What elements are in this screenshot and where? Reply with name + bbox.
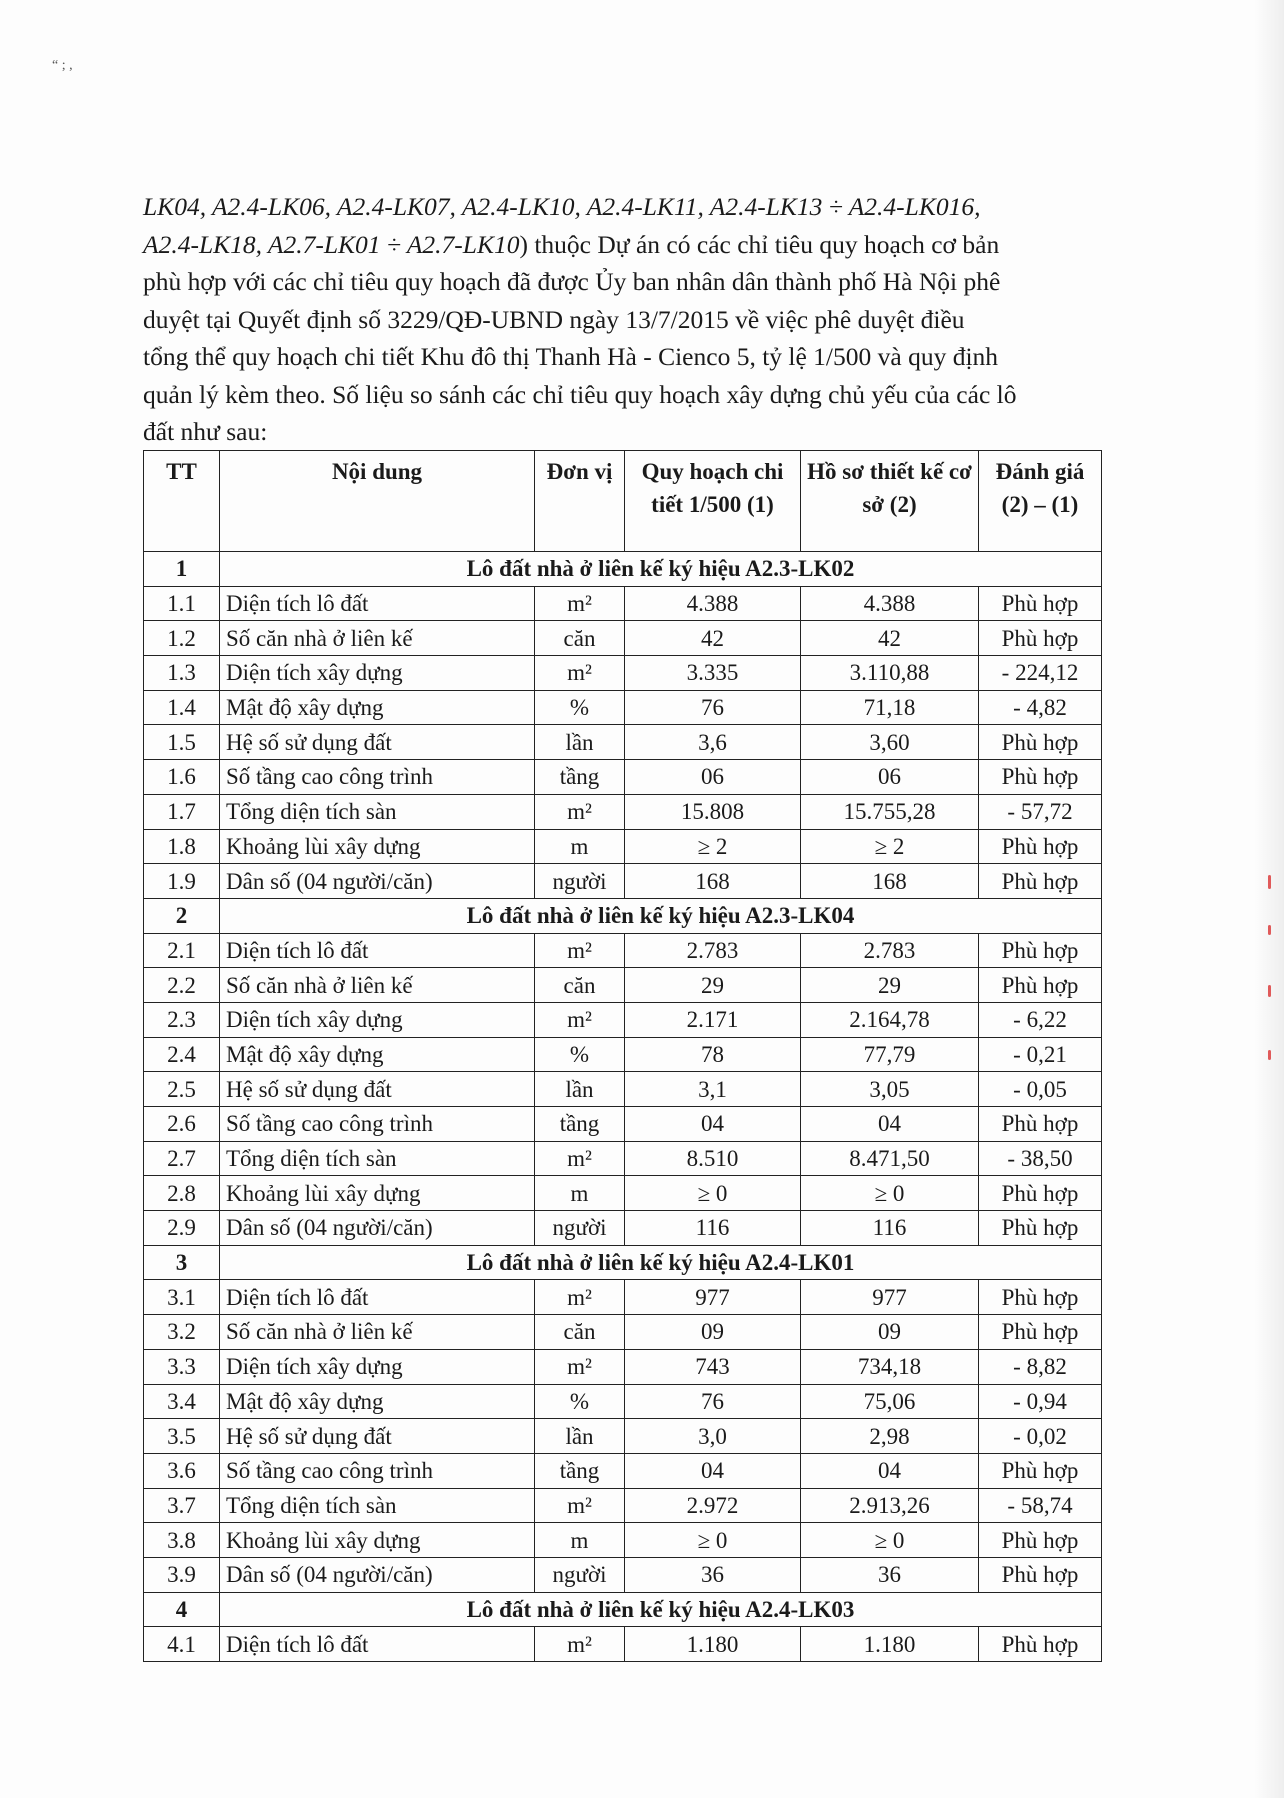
row-unit: % — [535, 690, 625, 725]
row-plan-value: 3.335 — [625, 656, 801, 691]
section-row — [144, 898, 1102, 933]
row-design-value: 09 — [801, 1315, 979, 1350]
row-evaluation: Phù hợp — [979, 586, 1102, 621]
row-evaluation: - 0,02 — [979, 1419, 1102, 1454]
table-row — [144, 690, 1102, 725]
row-number: 1.6 — [144, 760, 220, 795]
table-row — [144, 621, 1102, 656]
table-row — [144, 1488, 1102, 1523]
row-plan-value: ≥ 0 — [625, 1523, 801, 1558]
row-evaluation: Phù hợp — [979, 1107, 1102, 1142]
section-number: 1 — [144, 552, 220, 587]
row-number: 3.1 — [144, 1280, 220, 1315]
row-plan-value: 8.510 — [625, 1141, 801, 1176]
row-evaluation: Phù hợp — [979, 1280, 1102, 1315]
row-plan-value: 76 — [625, 1384, 801, 1419]
row-unit: người — [535, 864, 625, 899]
row-unit: m² — [535, 1002, 625, 1037]
paragraph-line-1 — [143, 188, 1103, 226]
row-unit: m² — [535, 1488, 625, 1523]
row-design-value: 2.783 — [801, 933, 979, 968]
row-plan-value: 3,6 — [625, 725, 801, 760]
row-content: Diện tích lô đất — [220, 1627, 535, 1662]
row-number: 2.2 — [144, 968, 220, 1003]
row-evaluation: Phù hợp — [979, 968, 1102, 1003]
row-plan-value: 2.171 — [625, 1002, 801, 1037]
margin-marks: “ ; , — [52, 58, 73, 73]
section-title: Lô đất nhà ở liên kế ký hiệu A2.3-LK02 — [220, 552, 1102, 587]
row-content: Diện tích xây dựng — [220, 656, 535, 691]
row-number: 1.8 — [144, 829, 220, 864]
row-plan-value: 743 — [625, 1349, 801, 1384]
row-unit: người — [535, 1211, 625, 1246]
row-evaluation: - 0,05 — [979, 1072, 1102, 1107]
row-number: 3.6 — [144, 1453, 220, 1488]
row-content: Khoảng lùi xây dựng — [220, 1176, 535, 1211]
table-row — [144, 760, 1102, 795]
table-row — [144, 1211, 1102, 1246]
row-evaluation: Phù hợp — [979, 1627, 1102, 1662]
row-unit: m — [535, 829, 625, 864]
row-content: Diện tích lô đất — [220, 1280, 535, 1315]
row-content: Hệ số sử dụng đất — [220, 1072, 535, 1107]
table-row — [144, 1557, 1102, 1592]
table-row — [144, 933, 1102, 968]
row-design-value: 8.471,50 — [801, 1141, 979, 1176]
row-number: 4.1 — [144, 1627, 220, 1662]
table-row — [144, 1384, 1102, 1419]
row-evaluation: - 0,21 — [979, 1037, 1102, 1072]
row-evaluation: Phù hợp — [979, 760, 1102, 795]
row-evaluation: - 4,82 — [979, 690, 1102, 725]
row-evaluation: Phù hợp — [979, 933, 1102, 968]
row-unit: lần — [535, 1419, 625, 1454]
row-number: 1.7 — [144, 794, 220, 829]
row-content: Hệ số sử dụng đất — [220, 725, 535, 760]
row-unit: m² — [535, 1141, 625, 1176]
table-row — [144, 586, 1102, 621]
row-content: Số căn nhà ở liên kế — [220, 968, 535, 1003]
lot-codes-italic: A2.4-LK18, A2.7-LK01 ÷ A2.7-LK10 — [143, 229, 520, 259]
row-evaluation: Phù hợp — [979, 725, 1102, 760]
row-number: 1.9 — [144, 864, 220, 899]
row-evaluation: - 58,74 — [979, 1488, 1102, 1523]
row-content: Số căn nhà ở liên kế — [220, 621, 535, 656]
row-evaluation: Phù hợp — [979, 1176, 1102, 1211]
row-content: Mật độ xây dựng — [220, 690, 535, 725]
row-number: 1.1 — [144, 586, 220, 621]
section-row — [144, 1592, 1102, 1627]
paragraph-line-3: phù hợp với các chỉ tiêu quy hoạch đã được Ủy ban nhân dân thành phố Hà Nội phê — [143, 267, 1001, 296]
row-number: 2.9 — [144, 1211, 220, 1246]
row-design-value: 734,18 — [801, 1349, 979, 1384]
header-evaluation: Đánh giá (2) – (1) — [979, 451, 1102, 552]
row-number: 3.8 — [144, 1523, 220, 1558]
table-row — [144, 725, 1102, 760]
row-evaluation: Phù hợp — [979, 1453, 1102, 1488]
row-number: 2.7 — [144, 1141, 220, 1176]
row-unit: căn — [535, 621, 625, 656]
row-evaluation: Phù hợp — [979, 864, 1102, 899]
table-header-row — [144, 451, 1102, 552]
row-number: 2.1 — [144, 933, 220, 968]
table-row — [144, 1176, 1102, 1211]
row-design-value: 4.388 — [801, 586, 979, 621]
row-unit: lần — [535, 1072, 625, 1107]
row-evaluation: Phù hợp — [979, 621, 1102, 656]
row-design-value: 77,79 — [801, 1037, 979, 1072]
row-evaluation: Phù hợp — [979, 1211, 1102, 1246]
row-design-value: 15.755,28 — [801, 794, 979, 829]
row-evaluation: Phù hợp — [979, 829, 1102, 864]
row-design-value: 3,05 — [801, 1072, 979, 1107]
row-design-value: 977 — [801, 1280, 979, 1315]
row-plan-value: 29 — [625, 968, 801, 1003]
header-unit: Đơn vị — [535, 451, 625, 552]
row-design-value: 36 — [801, 1557, 979, 1592]
table-row — [144, 1419, 1102, 1454]
row-design-value: 3.110,88 — [801, 656, 979, 691]
row-content: Dân số (04 người/căn) — [220, 1557, 535, 1592]
comparison-table — [143, 450, 1102, 1662]
row-content: Mật độ xây dựng — [220, 1037, 535, 1072]
row-unit: m² — [535, 1627, 625, 1662]
row-content: Khoảng lùi xây dựng — [220, 829, 535, 864]
row-evaluation: - 8,82 — [979, 1349, 1102, 1384]
table-row — [144, 864, 1102, 899]
row-unit: m² — [535, 586, 625, 621]
row-content: Diện tích lô đất — [220, 586, 535, 621]
row-content: Số tầng cao công trình — [220, 760, 535, 795]
row-content: Tổng diện tích sàn — [220, 794, 535, 829]
row-unit: % — [535, 1037, 625, 1072]
table-row — [144, 1002, 1102, 1037]
row-plan-value: 977 — [625, 1280, 801, 1315]
row-design-value: 75,06 — [801, 1384, 979, 1419]
row-content: Mật độ xây dựng — [220, 1384, 535, 1419]
margin-red-mark — [1268, 985, 1271, 997]
table-row — [144, 829, 1102, 864]
row-number: 1.3 — [144, 656, 220, 691]
row-unit: m² — [535, 656, 625, 691]
row-unit: m² — [535, 1349, 625, 1384]
row-number: 2.8 — [144, 1176, 220, 1211]
row-number: 3.5 — [144, 1419, 220, 1454]
row-evaluation: Phù hợp — [979, 1523, 1102, 1558]
table-row — [144, 1072, 1102, 1107]
row-content: Dân số (04 người/căn) — [220, 1211, 535, 1246]
row-plan-value: 78 — [625, 1037, 801, 1072]
row-number: 3.3 — [144, 1349, 220, 1384]
row-unit: căn — [535, 968, 625, 1003]
row-plan-value: 2.972 — [625, 1488, 801, 1523]
section-number: 2 — [144, 898, 220, 933]
table-body — [144, 552, 1102, 1662]
section-number: 3 — [144, 1245, 220, 1280]
table-row — [144, 1107, 1102, 1142]
row-plan-value: 116 — [625, 1211, 801, 1246]
row-content: Số căn nhà ở liên kế — [220, 1315, 535, 1350]
row-unit: căn — [535, 1315, 625, 1350]
row-unit: tầng — [535, 760, 625, 795]
row-design-value: 2.164,78 — [801, 1002, 979, 1037]
row-design-value: 06 — [801, 760, 979, 795]
row-content: Số tầng cao công trình — [220, 1107, 535, 1142]
header-content: Nội dung — [220, 451, 535, 552]
paragraph-text: ) thuộc Dự án có các chỉ tiêu quy hoạch cơ bản — [519, 229, 1000, 259]
header-detailed-plan: Quy hoạch chi tiết 1/500 (1) — [625, 451, 801, 552]
table-row — [144, 1141, 1102, 1176]
row-evaluation: - 224,12 — [979, 656, 1102, 691]
row-design-value: ≥ 0 — [801, 1523, 979, 1558]
row-design-value: 168 — [801, 864, 979, 899]
row-content: Dân số (04 người/căn) — [220, 864, 535, 899]
row-plan-value: 2.783 — [625, 933, 801, 968]
paragraph-line-7: đất như sau: — [143, 417, 268, 446]
row-plan-value: 09 — [625, 1315, 801, 1350]
row-plan-value: 3,0 — [625, 1419, 801, 1454]
margin-red-mark — [1268, 925, 1271, 935]
section-title: Lô đất nhà ở liên kế ký hiệu A2.3-LK04 — [220, 898, 1102, 933]
row-plan-value: 15.808 — [625, 794, 801, 829]
row-number: 2.6 — [144, 1107, 220, 1142]
row-evaluation: - 0,94 — [979, 1384, 1102, 1419]
row-unit: % — [535, 1384, 625, 1419]
row-plan-value: 06 — [625, 760, 801, 795]
row-number: 1.2 — [144, 621, 220, 656]
row-plan-value: 168 — [625, 864, 801, 899]
row-design-value: ≥ 0 — [801, 1176, 979, 1211]
row-content: Số tầng cao công trình — [220, 1453, 535, 1488]
header-design-dossier: Hồ sơ thiết kế cơ sở (2) — [801, 451, 979, 552]
row-evaluation: Phù hợp — [979, 1315, 1102, 1350]
row-design-value: 1.180 — [801, 1627, 979, 1662]
section-row — [144, 1245, 1102, 1280]
row-design-value: ≥ 2 — [801, 829, 979, 864]
row-design-value: 2,98 — [801, 1419, 979, 1454]
row-unit: tầng — [535, 1453, 625, 1488]
row-plan-value: 76 — [625, 690, 801, 725]
paragraph-line-6: quản lý kèm theo. Số liệu so sánh các chỉ tiêu quy hoạch xây dựng chủ yếu của các lô — [143, 379, 1017, 409]
paragraph-line-2 — [143, 226, 1103, 264]
section-row — [144, 552, 1102, 587]
row-evaluation: - 6,22 — [979, 1002, 1102, 1037]
header-tt: TT — [144, 451, 220, 552]
section-title: Lô đất nhà ở liên kế ký hiệu A2.4-LK03 — [220, 1592, 1102, 1627]
row-unit: lần — [535, 725, 625, 760]
row-design-value: 2.913,26 — [801, 1488, 979, 1523]
row-number: 2.4 — [144, 1037, 220, 1072]
row-plan-value: 42 — [625, 621, 801, 656]
table-row — [144, 1315, 1102, 1350]
table-row — [144, 1627, 1102, 1662]
row-design-value: 42 — [801, 621, 979, 656]
lot-codes-italic: LK04, A2.4-LK06, A2.4-LK07, A2.4-LK10, A2.4-LK11, A2.4-LK13 ÷ A2.4-LK016, — [143, 192, 981, 221]
body-paragraph — [143, 188, 1103, 451]
row-plan-value: ≥ 2 — [625, 829, 801, 864]
row-unit: m — [535, 1523, 625, 1558]
row-unit: m² — [535, 794, 625, 829]
row-plan-value: 36 — [625, 1557, 801, 1592]
section-title: Lô đất nhà ở liên kế ký hiệu A2.4-LK01 — [220, 1245, 1102, 1280]
table-row — [144, 1280, 1102, 1315]
table-row — [144, 1037, 1102, 1072]
row-number: 3.9 — [144, 1557, 220, 1592]
row-number: 3.4 — [144, 1384, 220, 1419]
row-number: 3.2 — [144, 1315, 220, 1350]
row-plan-value: ≥ 0 — [625, 1176, 801, 1211]
row-plan-value: 04 — [625, 1107, 801, 1142]
row-design-value: 04 — [801, 1107, 979, 1142]
page-edge-shadow — [1254, 0, 1284, 1798]
table-row — [144, 1523, 1102, 1558]
paragraph-line-4: duyệt tại Quyết định số 3229/QĐ-UBND ngày 13/7/2015 về việc phê duyệt điều — [143, 304, 965, 334]
row-unit: m² — [535, 1280, 625, 1315]
table-row — [144, 656, 1102, 691]
row-plan-value: 04 — [625, 1453, 801, 1488]
row-unit: người — [535, 1557, 625, 1592]
row-number: 1.5 — [144, 725, 220, 760]
row-design-value: 71,18 — [801, 690, 979, 725]
paragraph-line-5: tổng thể quy hoạch chi tiết Khu đô thị Thanh Hà - Cienco 5, tỷ lệ 1/500 và quy định — [143, 342, 999, 371]
row-number: 2.5 — [144, 1072, 220, 1107]
row-number: 3.7 — [144, 1488, 220, 1523]
row-design-value: 3,60 — [801, 725, 979, 760]
row-content: Khoảng lùi xây dựng — [220, 1523, 535, 1558]
row-design-value: 04 — [801, 1453, 979, 1488]
table-row — [144, 794, 1102, 829]
row-content: Diện tích xây dựng — [220, 1002, 535, 1037]
row-content: Hệ số sử dụng đất — [220, 1419, 535, 1454]
row-content: Tổng diện tích sàn — [220, 1488, 535, 1523]
table-row — [144, 1349, 1102, 1384]
row-evaluation: - 57,72 — [979, 794, 1102, 829]
row-number: 1.4 — [144, 690, 220, 725]
margin-red-mark — [1268, 875, 1271, 889]
row-content: Tổng diện tích sàn — [220, 1141, 535, 1176]
row-design-value: 29 — [801, 968, 979, 1003]
row-design-value: 116 — [801, 1211, 979, 1246]
row-unit: tầng — [535, 1107, 625, 1142]
row-plan-value: 3,1 — [625, 1072, 801, 1107]
row-unit: m² — [535, 933, 625, 968]
row-number: 2.3 — [144, 1002, 220, 1037]
row-plan-value: 1.180 — [625, 1627, 801, 1662]
row-content: Diện tích xây dựng — [220, 1349, 535, 1384]
table-row — [144, 968, 1102, 1003]
table-row — [144, 1453, 1102, 1488]
section-number: 4 — [144, 1592, 220, 1627]
row-evaluation: - 38,50 — [979, 1141, 1102, 1176]
row-unit: m — [535, 1176, 625, 1211]
row-content: Diện tích lô đất — [220, 933, 535, 968]
margin-red-mark — [1268, 1050, 1271, 1060]
row-plan-value: 4.388 — [625, 586, 801, 621]
row-evaluation: Phù hợp — [979, 1557, 1102, 1592]
